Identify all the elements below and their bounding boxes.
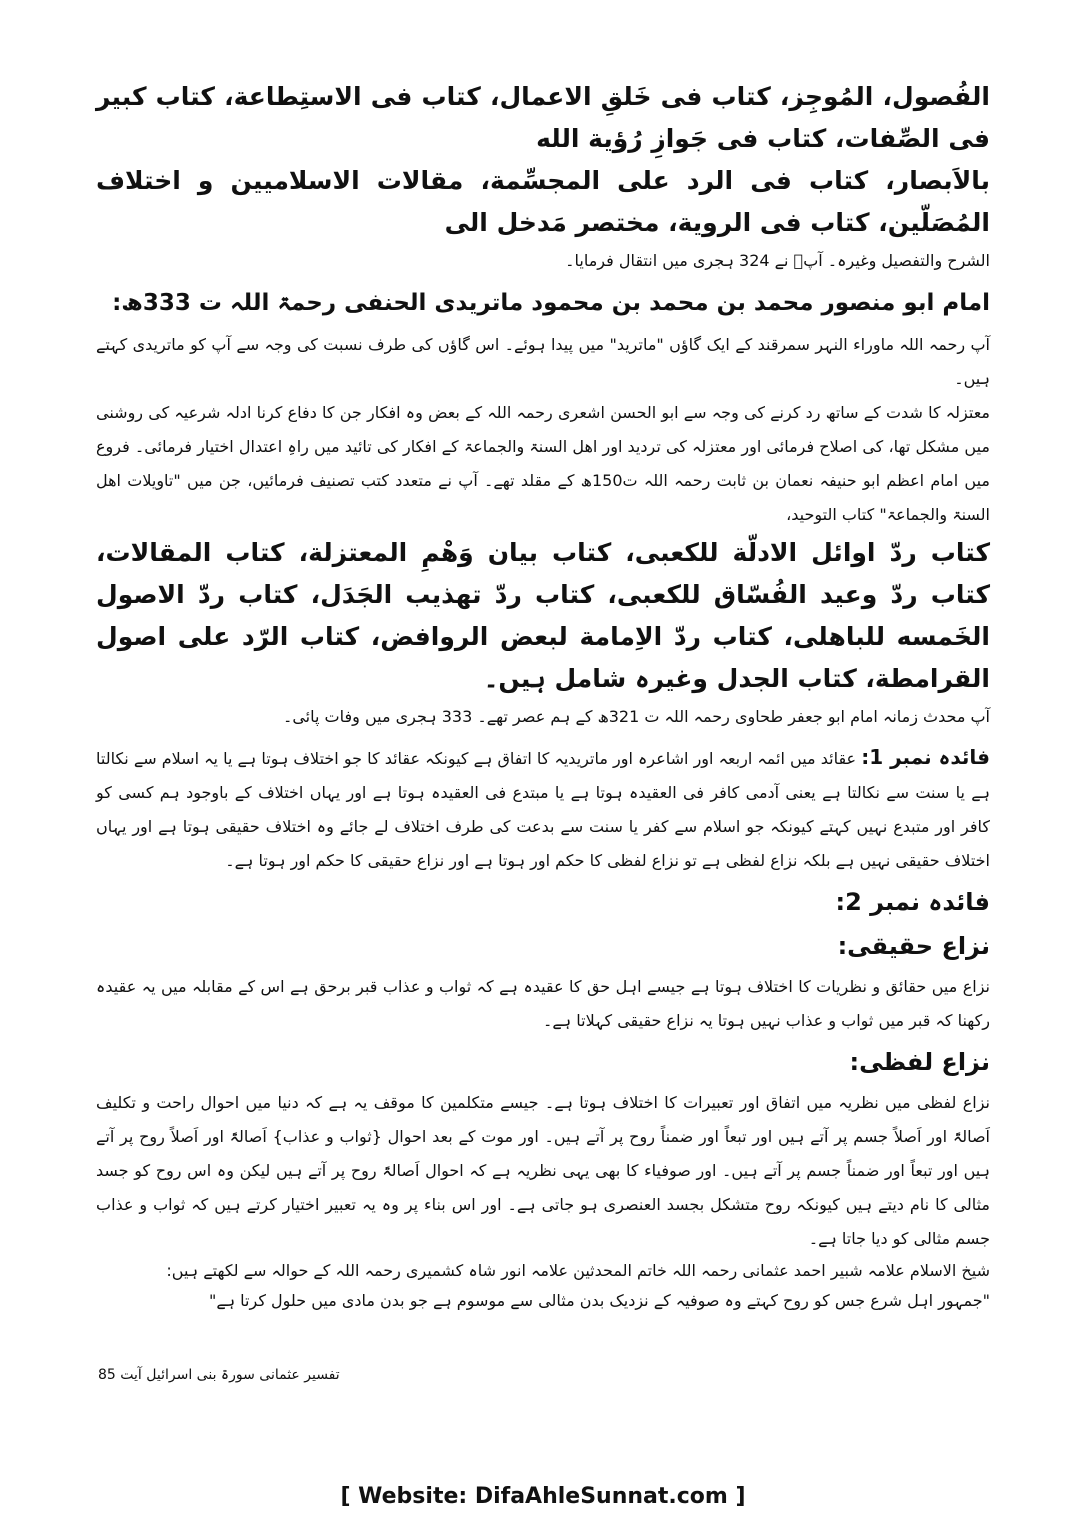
faida-1 [96, 740, 990, 878]
faida-1-label: فائدہ نمبر 1: [861, 745, 990, 769]
maturidi-book-list: کتاب ردّ اوائل الادلّة للکعبی، کتاب بیان وَھْمِ المعتزلة، کتاب المقالات، کتاب ردّ وعید الفُسّاق للکعبی، کتاب ردّ تھذیب الجَدَل، کتاب ردّ الاصول الخَمسه للباھلی، کتاب ردّ الاِمامة لبعض الروافض، کتاب الرّد علی اصول القرامطة، کتاب الجدل وغیرہ شامل ہیں۔ [96, 538, 990, 693]
intro-line-3: الشرح والتفصیل وغیرہ۔ آپؒ نے 324 ہجری میں انتقال فرمایا۔ [565, 251, 990, 270]
maturidi-heading: امام ابو منصور محمد بن محمد بن محمود ماتریدی الحنفی رحمۃ اللہ ت 333ھ: [112, 290, 990, 316]
intro-line-1: الفُصول، المُوجِز، کتاب فی خَلقِ الاعمال، کتاب فی الاستِطاعة، کتاب کبیر فی الصِّفات، کتاب فی جَوازِ رُؤیة الله [96, 82, 990, 153]
reference-note: تفسیر عثمانی سورۃ بنی اسرائیل آیت 85 [98, 1367, 340, 1383]
nizaa-lafzi-heading: نزاع لفظی: [849, 1048, 990, 1076]
faida-2-label: فائدہ نمبر 2: [835, 888, 990, 916]
maturidi-para-2: معتزلہ کا شدت کے ساتھ رد کرنے کی وجہ سے ابو الحسن اشعری رحمہ اللہ کے بعض وہ افکار جن کا دفاع کرنا ادلہ شرعیہ کی روشنی میں مشکل تھا، کی اصلاح فرمائی اور معتزلہ کی تردید اور اھل السنۃ والجماعۃ کے افکار کی تائید میں راہِ اعتدال اختیار فرمائی۔ فروع میں امام اعظم ابو حنیفہ نعمان بن ثابت رحمہ اللہ ت150ھ کے مقلد تھے۔ آپ نے متعدد کتب تصنیف فرمائیں، جن میں "تاویلات اھل السنۃ والجماعۃ" کتاب التوحید، [96, 403, 990, 524]
document-body [96, 76, 990, 1316]
faida-1-text: عقائد میں ائمہ اربعہ اور اشاعرہ اور ماتریدیہ کا اتفاق ہے کیونکہ عقائد کا جو اختلاف ہوتا ہے یا یہ اسلام سے نکالتا ہے یا سنت سے نکالتا ہے یعنی آدمی کافر فی العقیدہ ہوتا ہے یا مبتدع فی العقیدہ ہوتا ہے اور یہاں اختلاف کے باوجود ہم کسی کو کافر اور متبدع نہیں کہتے کیونکہ جو اسلام سے کفر یا سنت سے بدعت کی طرف اختلاف لے جائے وہ اختلاف حقیقی ہوتا ہے اور یہاں اختلاف حقیقی نہیں ہے بلکہ نزاع لفظی ہے تو نزاع لفظی کا حکم اور ہوتا ہے اور نزاع حقیقی کا حکم اور ہوتا ہے۔ [96, 749, 991, 870]
nizaa-haqiqi-heading: نزاع حقیقی: [837, 932, 990, 960]
intro-line-2: بالاَبصار، کتاب فی الرد علی المجسِّمة، مقالات الاسلامیین و اختلاف المُصَلّین، کتاب فی الرویة، مختصر مَدخل الی [96, 166, 990, 237]
quote-text: "جمہور اہل شرع جس کو روح کہتے وہ صوفیہ کے نزدیک بدن مثالی سے موسوم ہے جو بدن مادی میں حلول کرتا ہے" [208, 1291, 990, 1310]
nizaa-haqiqi-text: نزاع میں حقائق و نظریات کا اختلاف ہوتا ہے جیسے اہل حق کا عقیدہ ہے کہ ثواب و عذاب قبر برحق ہے اس کے مقابلہ میں یہ عقیدہ رکھنا کہ قبر میں ثواب و عذاب نہیں ہوتا یہ نزاع حقیقی کہلاتا ہے۔ [96, 977, 990, 1030]
nizaa-lafzi-text: نزاع لفظی میں نظریہ میں اتفاق اور تعبیرات کا اختلاف ہوتا ہے۔ جیسے متکلمین کا موقف یہ ہے کہ دنیا میں احوال راحت و تکلیف اَصالۃً اور اَصلاً جسم پر آتے ہیں اور تبعاً اور ضمناً روح پر آتے ہیں۔ اور موت کے بعد احوال {ثواب و عذاب} اَصالۃً اور اَصلاً روح پر آتے ہیں اور تبعاً اور ضمناً جسم پر آتے ہیں۔ اور صوفیاء کا بھی یہی نظریہ ہے کہ احوال اَصالۃً روح پر آتے ہیں لیکن وہ اس روح کو جسد مثالی کا نام دیتے ہیں کیونکہ روح متشکل بجسد العنصری ہو جاتی ہے۔ اور اس بناء پر وہ یہ تعبیر اختیار کرتے ہیں کہ ثواب و عذاب جسم مثالی کو دیا جاتا ہے۔ [96, 1093, 991, 1248]
maturidi-para-3-tail: آپ محدث زمانہ امام ابو جعفر طحاوی رحمہ اللہ ت 321ھ کے ہم عصر تھے۔ 333 ہجری میں وفات پائی۔ [282, 707, 990, 726]
website-footer: [ Website: DifaAhleSunnat.com ] [340, 1484, 746, 1509]
quote-intro: شیخ الاسلام علامہ شبیر احمد عثمانی رحمہ اللہ خاتم المحدثین علامہ انور شاہ کشمیری رحمہ اللہ کے حوالہ سے لکھتے ہیں: [166, 1261, 990, 1280]
maturidi-para-1: آپ رحمہ اللہ ماوراء النہر سمرقند کے ایک گاؤں "ماترید" میں پیدا ہوئے۔ اس گاؤں کی طرف نسبت کی وجہ سے آپ کو ماتریدی کہتے ہیں۔ [96, 335, 990, 388]
